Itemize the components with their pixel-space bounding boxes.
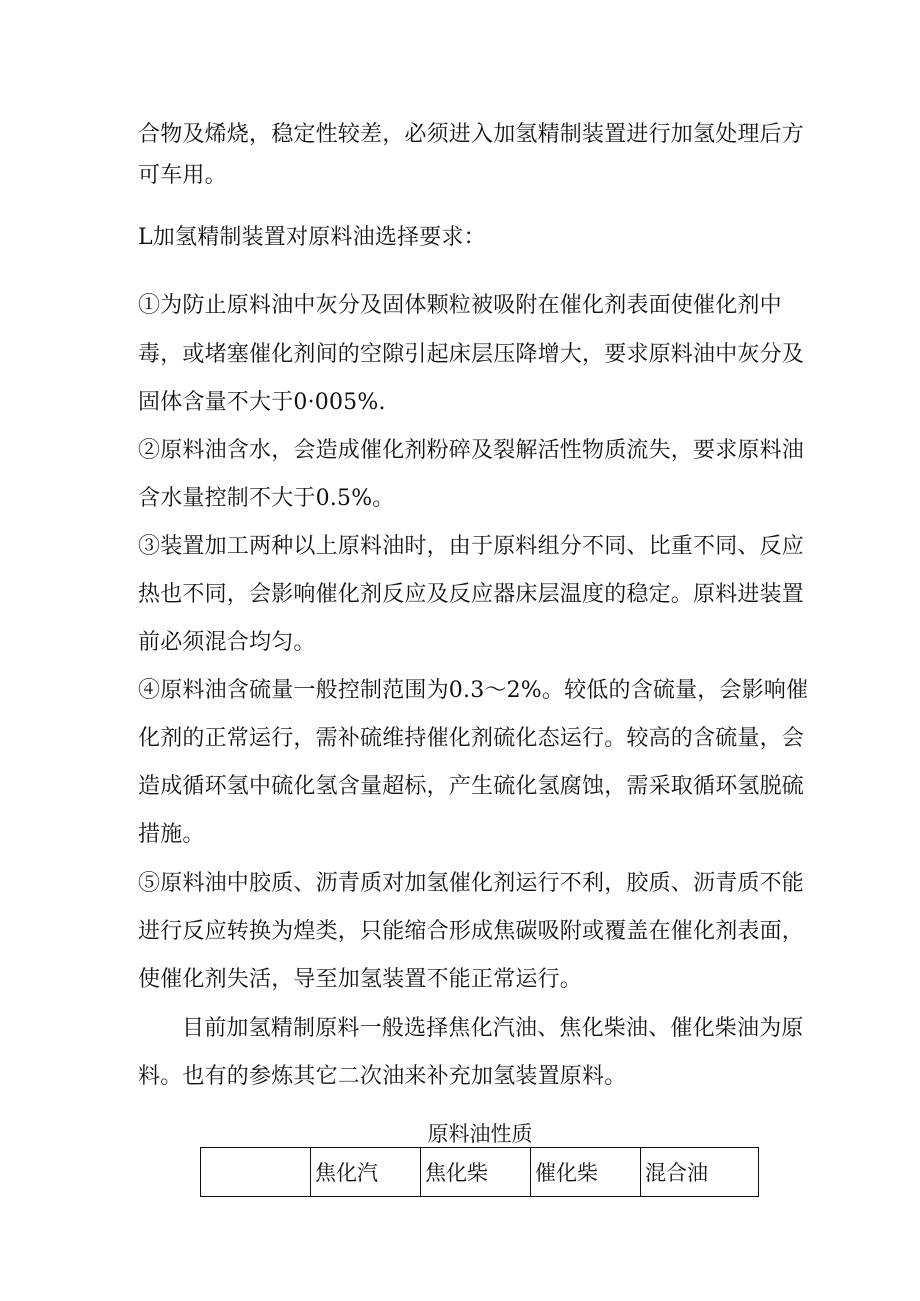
table-header-cell: 焦化柴 [421, 1148, 531, 1197]
table-cell-empty [201, 1148, 311, 1197]
text-line: 合物及烯烧，稳定性较差，必须进入加氢精制装置进行加氢处理后方 [138, 122, 805, 147]
text-line: 造成循环氢中硫化氢含量超标，产生硫化氢腐蚀，需采取循环氢脱硫 [138, 774, 805, 799]
text-line: 措施。 [138, 822, 205, 847]
text-line: ①为防止原料油中灰分及固体颗粒被吸附在催化剂表面使催化剂中 [138, 293, 782, 318]
text-line: ③装置加工两种以上原料油时，由于原料组分不同、比重不同、反应 [138, 534, 805, 559]
text-line: ②原料油含水，会造成催化剂粉碎及裂解活性物质流失，要求原料油 [138, 438, 805, 463]
text-line: ⑤原料油中胶质、沥青质对加氢催化剂运行不利，胶质、沥青质不能 [138, 871, 805, 896]
text-line: 毒，或堵塞催化剂间的空隙引起床层压降增大，要求原料油中灰分及 [138, 342, 805, 367]
table-header-cell: 混合油 [641, 1148, 759, 1197]
text-line: 含水量控制不大于0.5%。 [138, 486, 395, 511]
text-line: 前必须混合均匀。 [138, 630, 316, 655]
table-row [201, 1148, 759, 1197]
table-header-cell: 催化柴 [531, 1148, 641, 1197]
table-caption: 原料油性质 [427, 1122, 533, 1146]
text-line: 进行反应转换为煌类，只能缩合形成焦碳吸附或覆盖在催化剂表面， [138, 919, 805, 944]
section-heading: L加氢精制装置对原料油选择要求： [138, 225, 486, 250]
text-line: 热也不同，会影响催化剂反应及反应器床层温度的稳定。原料进装置 [138, 582, 805, 607]
text-line: 化剂的正常运行，需补硫维持催化剂硫化态运行。较高的含硫量，会 [138, 726, 805, 751]
text-line: 目前加氢精制原料一般选择焦化汽油、焦化柴油、催化柴油为原 [182, 1016, 804, 1041]
table-header-cell: 焦化汽 [311, 1148, 421, 1197]
text-line: 料。也有的参炼其它二次油来补充加氢装置原料。 [138, 1064, 627, 1089]
properties-table [200, 1147, 759, 1197]
text-line: 固体含量不大于0·005%. [138, 390, 386, 415]
text-line: 可车用。 [138, 163, 227, 188]
text-line: 使催化剂失活，导至加氢装置不能正常运行。 [138, 967, 583, 992]
text-line: ④原料油含硫量一般控制范围为0.3～2%。较低的含硫量，会影响催 [138, 678, 809, 703]
